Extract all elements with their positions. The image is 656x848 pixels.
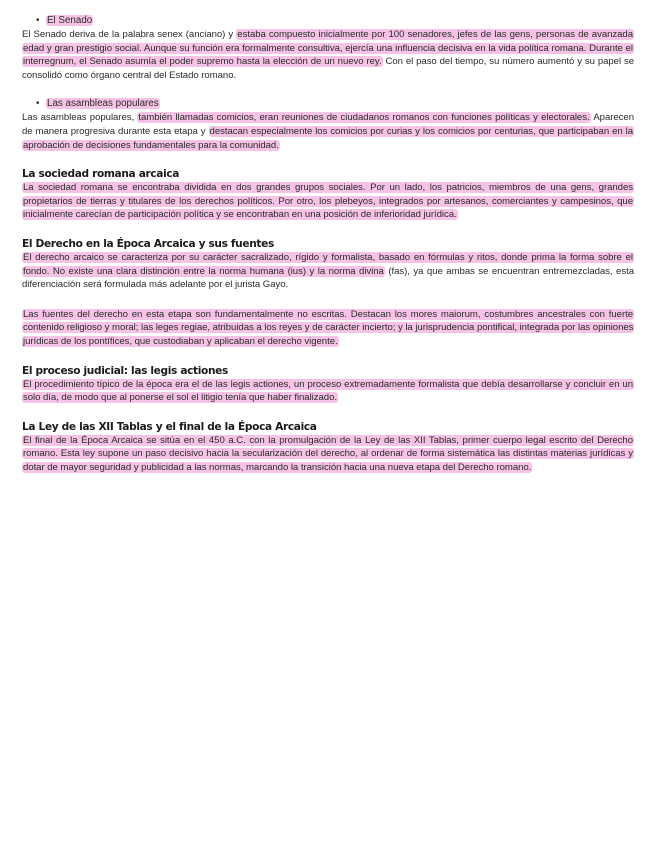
text-plain: El Senado deriva de la palabra senex (anciano) y bbox=[22, 29, 237, 40]
bullet-item-senado bbox=[36, 14, 634, 27]
paragraph-ley bbox=[22, 434, 634, 475]
section-heading: La sociedad romana arcaica bbox=[22, 168, 180, 181]
highlighted-text: Las fuentes del derecho en esta etapa son fundamentalmente no escritas. Destacan los mores maiorum, costumbres ancestrales con fuerte contenido religioso y moral; las leges regiae, atribuidas a los reyes y de carácter incierto; y la jurisprudencia pontifical, integrada por las opiniones jurídicas de los pontífices, que custodiaban y aplicaban el derecho vigente. bbox=[23, 308, 634, 347]
paragraph-senado bbox=[22, 28, 634, 82]
bullet-dot: • bbox=[36, 98, 40, 110]
paragraph-sociedad bbox=[22, 181, 634, 222]
section-proceso bbox=[22, 365, 634, 405]
highlighted-text: El procedimiento típico de la época era el de las legis actiones, un proceso extremadamente formalista que debía desarrollarse y concluir en un solo día, de modo que al ponerse el sol el litigio tenía que haber finalizado. bbox=[23, 378, 633, 404]
bullet-item-asambleas bbox=[36, 97, 634, 110]
section-heading: La Ley de las XII Tablas y el final de la Época Arcaica bbox=[22, 420, 317, 433]
highlighted-text: La sociedad romana se encontraba dividida en dos grandes grupos sociales. Por un lado, los patricios, miembros de una gens, grandes propietarios de tierras y titulares de los derechos políticos. Por otro, los plebeyos, integrados por artesanos, comerciantes y campesinos, que inicialmente carecían de participación política y se encontraban en una posición de inferioridad jurídica. bbox=[23, 182, 633, 221]
section-heading: El proceso judicial: las legis actiones bbox=[22, 364, 228, 377]
text-plain: Con el paso del tiempo, su número aumentó y su papel se consolidó como órgano central del Estado romano. bbox=[22, 56, 634, 81]
paragraph-derecho-1 bbox=[22, 251, 634, 292]
section-heading: El Derecho en la Época Arcaica y sus fuentes bbox=[22, 237, 274, 250]
text-plain: (fas), ya que ambas se encuentran entremezcladas, esta diferenciación será formulada más adelante por el jurista Gayo. bbox=[22, 265, 634, 291]
text-plain: Las asambleas populares, bbox=[22, 112, 138, 124]
bullet-label: Las asambleas populares bbox=[47, 98, 159, 110]
bullet-label: El Senado bbox=[47, 15, 93, 26]
highlighted-text: El final de la Época Arcaica se sitúa en el 450 a.C. con la promulgación de la Ley de las XII Tablas, primer cuerpo legal escrito del Derecho romano. Esta ley supone un paso decisivo hacia la secularización del derecho, al ordenar de forma sistemática las distintas materias jurídicas y dotar de mayor seguridad y publicidad a las normas, marcando la transición hacia una nueva etapa del Derecho romano. bbox=[23, 434, 633, 473]
highlighted-text: destacan especialmente los comicios por curias y los comicios por centurias, que participaban en la aprobación de decisiones fundamentales para la comunidad. bbox=[23, 125, 633, 151]
section-senado bbox=[22, 14, 634, 82]
text-plain: Aparecen de manera progresiva durante esta etapa y bbox=[22, 112, 634, 137]
section-derecho bbox=[22, 238, 634, 349]
highlighted-text: también llamadas comicios, eran reuniones de ciudadanos romanos con funciones políticas y electorales. bbox=[138, 112, 590, 124]
section-ley bbox=[22, 421, 634, 475]
highlighted-text: estaba compuesto inicialmente por 100 senadores, jefes de las gens, personas de avanzada edad y gran prestigio social. Aunque su función era formalmente consultiva, ejercía una influencia decisiva en la vida política romana. Durante el interregnum, el Senado asumía el poder supremo hasta la elección de un nuevo rey. bbox=[23, 29, 634, 68]
paragraph-derecho-2 bbox=[22, 308, 634, 349]
paragraph-asambleas bbox=[22, 111, 634, 152]
section-sociedad bbox=[22, 168, 634, 222]
paragraph-proceso bbox=[22, 378, 634, 405]
section-asambleas bbox=[22, 97, 634, 152]
highlighted-text: El derecho arcaico se caracteriza por su carácter sacralizado, rígido y formalista, basado en fórmulas y ritos, donde prima la forma sobre el fondo. No existe una clara distinción entre la norma humana (ius) y la norma divina bbox=[23, 251, 633, 277]
bullet-dot: • bbox=[36, 15, 40, 26]
